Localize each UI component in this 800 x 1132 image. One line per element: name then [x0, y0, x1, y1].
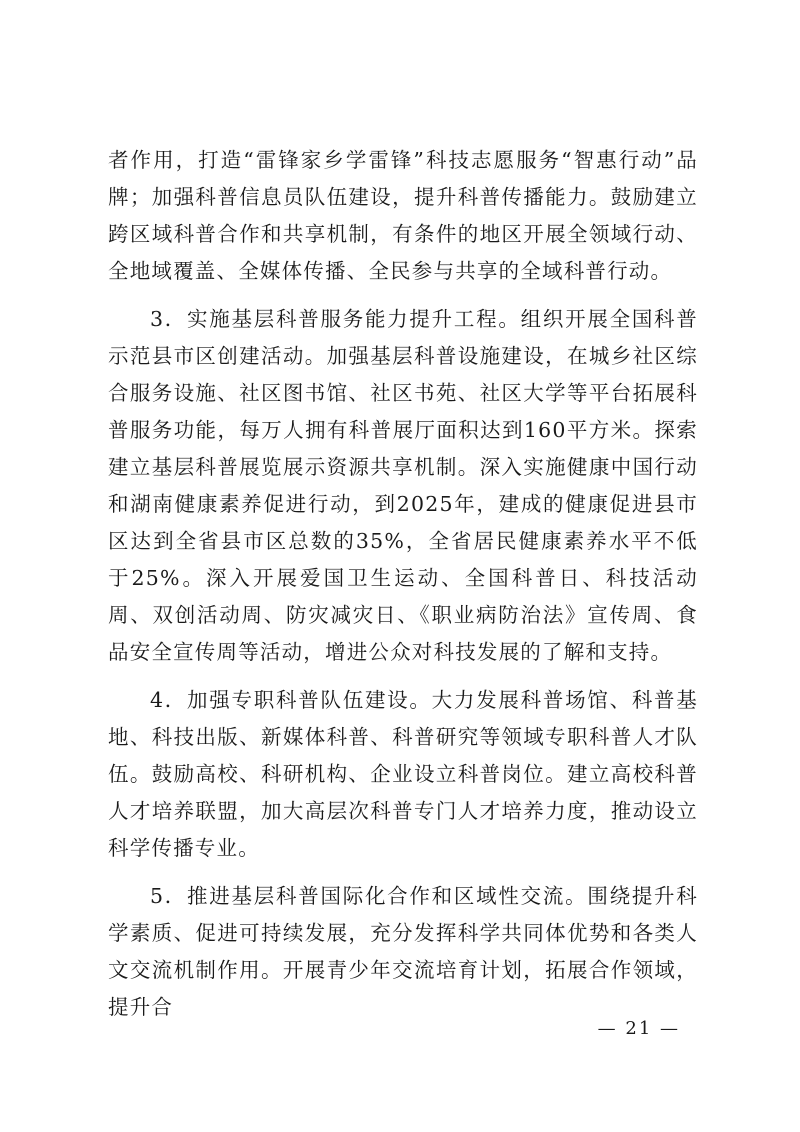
paragraph-4: 5．推进基层科普国际化合作和区域性交流。围绕提升科学素质、促进可持续发展，充分发挥科学共同体优势和各类人文交流机制作用。开展青少年交流培育计划，拓展合作领域，提升合 [108, 884, 698, 1019]
paragraph-1: 者作用，打造“雷锋家乡学雷锋”科技志愿服务“智惠行动”品牌；加强科普信息员队伍建设，提升科普传播能力。鼓励建立跨区域科普合作和共享机制，有条件的地区开展全领域行动、全地域覆盖、全媒体传播、全民参与共享的全域科普行动。 [108, 148, 698, 283]
body-text [108, 142, 698, 1026]
paragraph-3: 4．加强专职科普队伍建设。大力发展科普场馆、科普基地、科技出版、新媒体科普、科普研究等领域专职科普人才队伍。鼓励高校、科研机构、企业设立科普岗位。建立高校科普人才培养联盟，加大高层次科普专门人才培养力度，推动设立科学传播专业。 [108, 688, 698, 860]
paragraph-2: 3．实施基层科普服务能力提升工程。组织开展全国科普示范县市区创建活动。加强基层科普设施建设，在城乡社区综合服务设施、社区图书馆、社区书苑、社区大学等平台拓展科普服务功能，每万人拥有科普展厅面积达到160平方米。探索建立基层科普展览展示资源共享机制。深入实施健康中国行动和湖南健康素养促进行动，到2025年，建成的健康促进县市区达到全省县市区总数的35%，全省居民健康素养水平不低于25%。深入开展爱国卫生运动、全国科普日、科技活动周、双创活动周、防灾减灾日、《职业病防治法》宣传周、食品安全宣传周等活动，增进公众对科技发展的了解和支持。 [108, 307, 698, 664]
page-number: — 21 — [597, 1018, 680, 1039]
